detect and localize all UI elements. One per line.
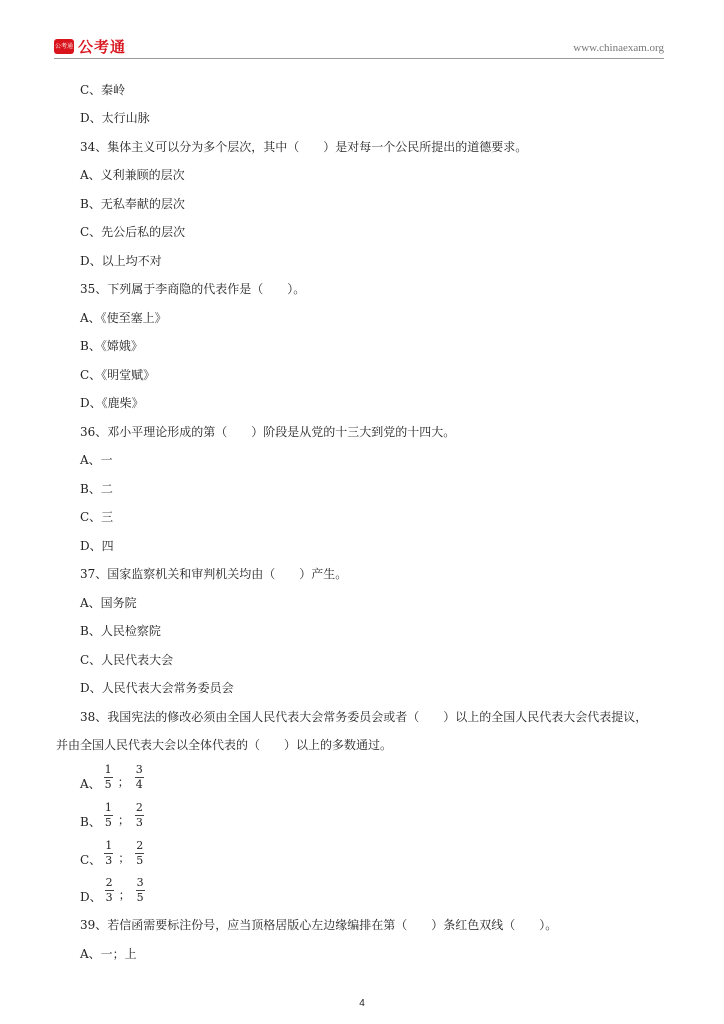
question-stem: 34、集体主义可以分为多个层次，其中（ ）是对每一个公民所提出的道德要求。 [80, 140, 528, 154]
fraction-numerator: 2 [136, 838, 144, 852]
option-line: C、三 [80, 510, 114, 524]
option-line: A、一；上 [80, 947, 137, 961]
header-divider [54, 58, 664, 59]
option-label: A、 [80, 776, 101, 791]
question-stem-continued: 并由全国人民代表大会以全体代表的（ ）以上的多数通过。 [56, 738, 393, 752]
logo [54, 36, 126, 57]
option-line: D、《鹿柴》 [80, 396, 144, 410]
fraction-denominator: 3 [105, 853, 113, 867]
fraction-denominator: 5 [104, 815, 112, 829]
page-number: 4 [359, 998, 365, 1009]
fraction-numerator: 2 [105, 875, 113, 889]
fraction-option [80, 760, 147, 794]
fraction-separator: ； [117, 812, 130, 827]
fraction-option [80, 798, 147, 832]
question-stem: 39、若信函需要标注份号，应当顶格居版心左边缘编排在第（ ）条红色双线（ ）。 [80, 918, 558, 932]
option-line: A、一 [80, 453, 113, 467]
site-url: www.chinaexam.org [573, 42, 664, 54]
fraction [104, 802, 113, 829]
fraction [135, 840, 144, 867]
fraction-numerator: 1 [104, 762, 112, 776]
fraction-denominator: 5 [136, 853, 144, 867]
fraction-denominator: 5 [136, 890, 144, 904]
option-line: C、《明堂赋》 [80, 368, 156, 382]
fraction [135, 764, 144, 791]
logo-text: 公考通 [78, 38, 127, 56]
option-label: B、 [80, 814, 101, 829]
fraction-numerator: 1 [105, 838, 113, 852]
fraction-denominator: 3 [105, 890, 113, 904]
fraction-option [80, 873, 148, 907]
option-line: B、无私奉献的层次 [80, 197, 185, 211]
fraction-numerator: 1 [104, 800, 112, 814]
option-line: D、太行山脉 [80, 111, 150, 125]
option-line: D、以上均不对 [80, 254, 162, 268]
page-header [54, 36, 664, 58]
option-line: C、先公后私的层次 [80, 225, 186, 239]
fraction-denominator: 4 [135, 777, 143, 791]
option-line: B、二 [80, 482, 113, 496]
question-stem: 35、下列属于李商隐的代表作是（ ）。 [80, 282, 306, 296]
logo-badge: 公考通 [54, 39, 74, 54]
fraction-denominator: 5 [104, 777, 112, 791]
fraction-numerator: 3 [135, 762, 143, 776]
fraction-separator: ； [117, 774, 130, 789]
question-stem: 37、国家监察机关和审判机关均由（ ）产生。 [80, 567, 348, 581]
fraction-separator: ； [118, 850, 131, 865]
option-line: A、《使至塞上》 [80, 311, 167, 325]
option-line: B、《嫦娥》 [80, 339, 143, 353]
option-line: A、义利兼顾的层次 [80, 168, 185, 182]
option-line: A、国务院 [80, 596, 137, 610]
fraction-numerator: 3 [136, 875, 144, 889]
fraction-numerator: 2 [135, 800, 143, 814]
fraction [105, 877, 114, 904]
option-line: B、人民检察院 [80, 624, 161, 638]
fraction-denominator: 3 [135, 815, 143, 829]
option-line: C、人民代表大会 [80, 653, 174, 667]
fraction-option [80, 836, 147, 870]
fraction-separator: ； [118, 887, 131, 902]
option-line: D、人民代表大会常务委员会 [80, 681, 234, 695]
option-label: C、 [80, 852, 102, 867]
fraction [104, 840, 113, 867]
option-label: D、 [80, 889, 102, 904]
option-line: D、四 [80, 539, 114, 553]
fraction [104, 764, 113, 791]
option-line: C、秦岭 [80, 83, 126, 97]
question-stem: 38、我国宪法的修改必须由全国人民代表大会常务委员会或者（ ）以上的全国人民代表大会代表提议， [80, 710, 648, 724]
question-stem: 36、邓小平理论形成的第（ ）阶段是从党的十三大到党的十四大。 [80, 425, 456, 439]
fraction [135, 802, 144, 829]
fraction [136, 877, 145, 904]
